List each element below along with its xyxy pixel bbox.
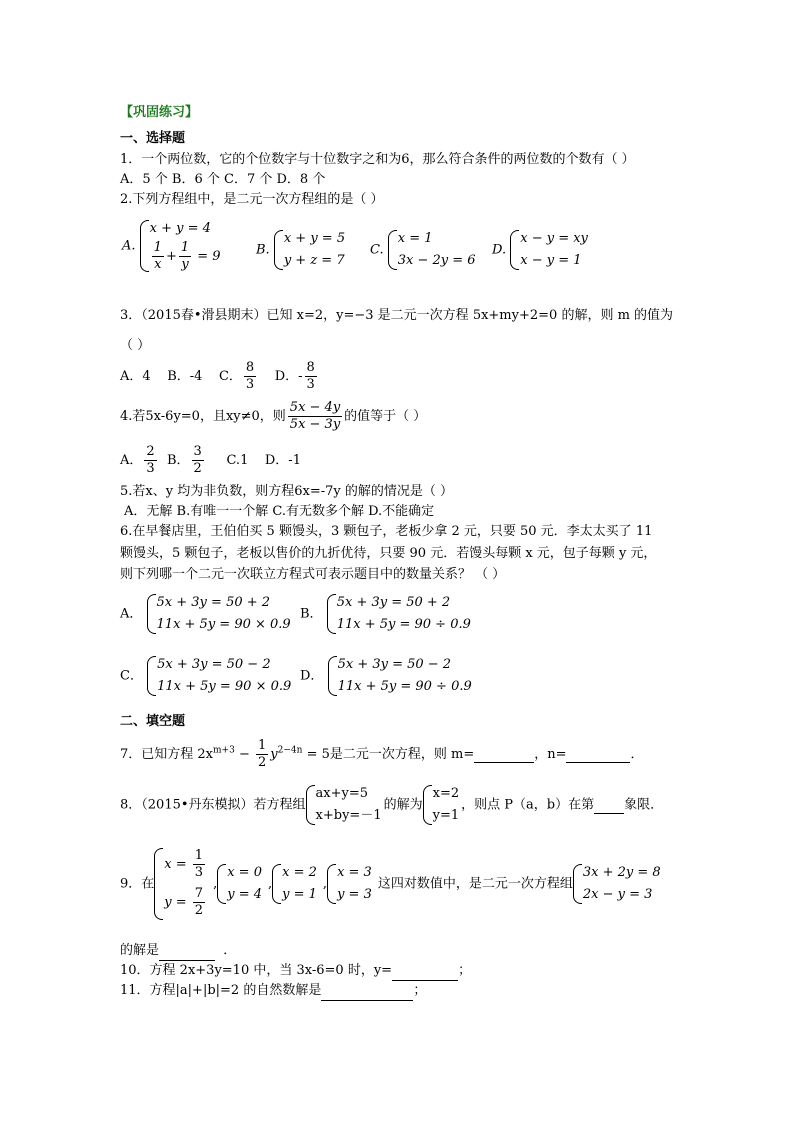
q2-option-b: B. x + y = 5 y + z = 7 — [256, 228, 351, 272]
q5-stem: 5.若x、y 均为非负数，则方程6x=-7y 的解的情况是（ ） — [120, 484, 453, 499]
q3-options: A．4 B．-4 C． $\frac{8}{3}$ D．- $\frac{8}{3}$ — [120, 360, 315, 392]
q9-line2: 的解是 ． — [120, 942, 236, 961]
q11-blank[interactable] — [321, 982, 413, 1001]
q5-options: A．无解 B.有唯一一个解 C.有无数多个解 D.不能确定 — [124, 504, 435, 519]
q2-option-d: D. x − y = xy x − y = 1 — [492, 228, 594, 272]
q8-quadrant-blank[interactable] — [594, 798, 624, 814]
q6-line1: 6.在早餐店里，王伯伯买 5 颗馒头，3 颗包子，老板少拿 2 元，只要 50 元．李太太买了 11 — [120, 524, 653, 539]
q4-options: A． $\frac{2}{3}$ B． $\frac{3}{2}$ C.1 D．-1 — [120, 444, 301, 476]
q6-option-d: D． 5x + 3y = 50 − 2 11x + 5y = 90 ÷ 0.9 — [300, 654, 478, 698]
q2-option-a: A. x + y = 4 $\frac{1}{x}$ + $\frac{1}{y}$ = 9 — [122, 218, 227, 274]
q2-stem: 2.下列方程组中，是二元一次方程组的是（ ） — [120, 192, 384, 207]
q10-blank[interactable] — [392, 962, 458, 981]
q3-paren: （ ） — [120, 338, 151, 353]
section-fill-title: 二、填空题 — [120, 714, 186, 729]
q9-stem: 9．在 x = $\frac{1}{3}$ y = $\frac{7}{2}$ , x = 0 y = 4 , x = 2 y = 1 , x = 3 y = 3 这四对数值中，是二元一次方程组 3x + 2y = 8 2x − y = 3 — [120, 846, 667, 922]
q1-options: A．5 个 B．6 个 C．7 个 D．8 个 — [120, 172, 326, 187]
q6-line2: 颗馒头，5 颗包子，老板以售价的九折优待，只要 90 元．若馒头每颗 x 元，包子每颗 y 元， — [120, 546, 657, 561]
q11-stem: 11．方程|a|+|b|=2 的自然数解是 ； — [120, 982, 426, 1001]
q8-stem: 8．（2015•丹东模拟）若方程组 ax+y=5 x+by=－1 的解为 x=2 y=1 ，则点 P（a，b）在第 象限． — [120, 783, 663, 827]
q4-stem: 4.若5x-6y=0，且xy≠0，则 $\frac{5x - 4y}{5x - 3y}$ 的值等于（ ） — [120, 400, 427, 432]
q6-line3: 则下列哪一个二元一次联立方程式可表示题目中的数量关系？ （ ） — [120, 567, 506, 582]
section-choice-title: 一、选择题 — [120, 131, 186, 146]
q7-m-blank[interactable] — [474, 747, 534, 763]
q10-stem: 10．方程 2x+3y=10 中，当 3x-6=0 时，y= ； — [120, 962, 471, 981]
q2-a-system: x + y = 4 $\frac{1}{x}$ + $\frac{1}{y}$ = 9 — [140, 218, 221, 274]
q7-stem: 7．已知方程 $2x^{m+3}$ − $\frac{1}{2}$ $y^{2-4n} = 5$是二元一次方程，则 m= ，n= ． — [120, 738, 644, 770]
q9-blank[interactable] — [159, 942, 215, 961]
q2-option-c: C. x = 1 3x − 2y = 6 — [370, 228, 482, 272]
q3-stem: 3．（2015春•滑县期末）已知 x=2，y=−3 是二元一次方程 5x+my+2=0 的解，则 m 的值为 — [120, 308, 674, 323]
q6-option-c: C． 5x + 3y = 50 − 2 11x + 5y = 90 × 0.9 — [120, 654, 297, 698]
q6-option-a: A． 5x + 3y = 50 + 2 11x + 5y = 90 × 0.9 — [120, 592, 297, 636]
exercise-header: 【巩固练习】 — [120, 105, 199, 120]
q6-option-b: B． 5x + 3y = 50 + 2 11x + 5y = 90 ÷ 0.9 — [300, 592, 477, 636]
q1-stem: 1．一个两位数，它的个位数字与十位数字之和为6，那么符合条件的两位数的个数有（ ） — [120, 152, 635, 167]
q7-n-blank[interactable] — [566, 747, 630, 763]
